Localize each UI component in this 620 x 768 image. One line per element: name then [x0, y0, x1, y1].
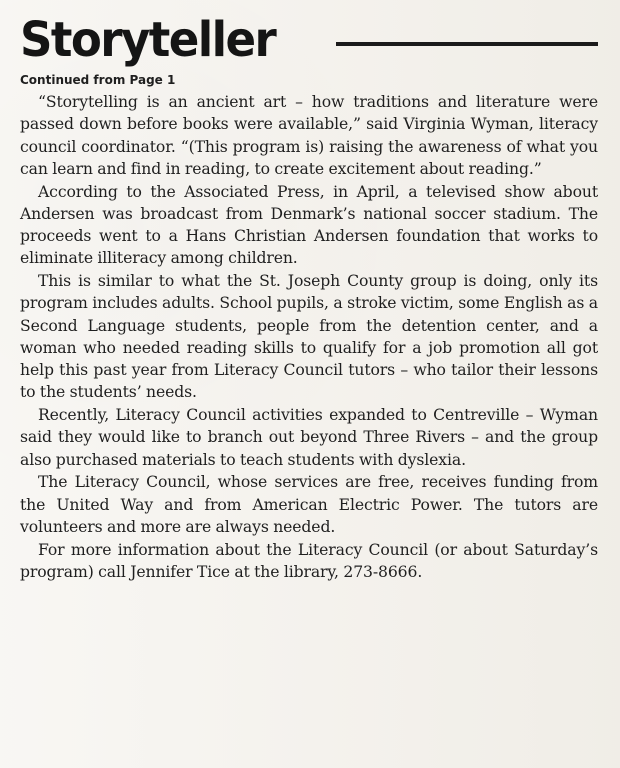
paragraph: The Literacy Council, whose services are free, receives funding from the United Way and from American Electric Power. The tutors are volunteers and more are always needed.: [20, 472, 598, 536]
continued-line: Continued from Page 1: [20, 73, 176, 87]
paragraph: According to the Associated Press, in April, a televised show about Andersen was broadcast from Denmark’s national soccer stadium. The proceeds went to a Hans Christian Andersen foundation that works to eliminate illiteracy among children.: [20, 181, 598, 268]
paragraph: This is similar to what the St. Joseph County group is doing, only its program includes adults. School pupils, a stroke victim, some English as a Second Language students, people from the detention center, and a woman who needed reading skills to qualify for a job promotion all got help this past year from Literacy Council tutors – who tailor their lessons to the students’ needs.: [20, 271, 598, 402]
paragraph: “Storytelling is an ancient art – how traditions and literature were passed down before books were available,” said Virginia Wyman, literacy council coordinator. “(This program is) raising the awareness of what you can learn and find in reading, to create excitement about reading.”: [20, 92, 598, 178]
paragraph: Recently, Literacy Council activities expanded to Centreville – Wyman said they would like to branch out beyond Three Rivers – and the group also purchased materials to teach students with dyslexia.: [20, 405, 598, 469]
headline-row: [20, 14, 598, 72]
headline-rule: [336, 42, 598, 46]
article-headline: Storyteller: [20, 12, 276, 68]
article-body: [20, 91, 598, 583]
paragraph: For more information about the Literacy Council (or about Saturday’s program) call Jennifer Tice at the library, 273-8666.: [20, 539, 598, 581]
